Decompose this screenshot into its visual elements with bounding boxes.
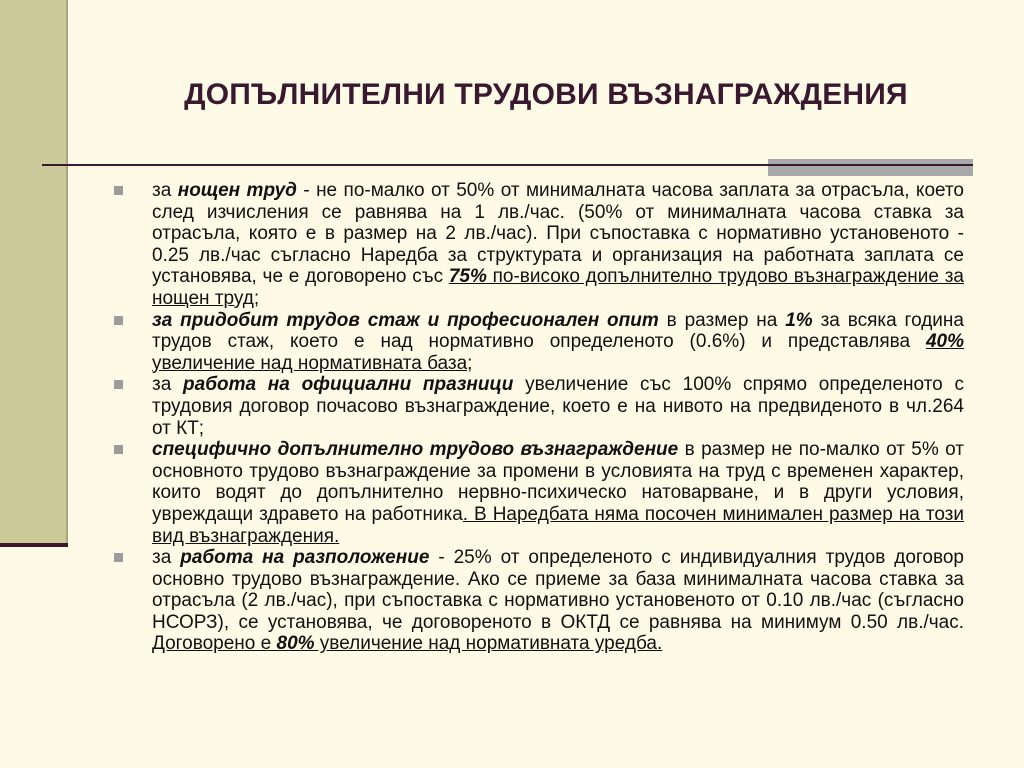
emphasis: работа на официални празници [183,374,514,396]
emphasis: нощен труд [177,180,297,201]
divider-accent-block [768,159,973,176]
emphasis: работа на разположение [180,547,430,569]
bullet-seniority [112,310,964,375]
square-bullet-icon [114,553,123,562]
underlined-text: . В Наредбата няма посочен минимален размер на този вид възнаграждения. [152,503,964,547]
emphasis-percent: 1% [785,309,813,331]
text: в размер на [658,309,786,331]
underlined-text: увеличение над нормативната база; [152,352,473,374]
underlined-text: увеличение над нормативната уредба. [314,633,663,655]
text: за [152,547,181,569]
square-bullet-icon [114,445,123,454]
emphasis: специфично допълнително трудово възнаграждение [152,439,679,461]
emphasis: за придобит трудов стаж и професионален опит [152,309,659,331]
side-band [0,0,68,545]
square-bullet-icon [114,316,123,325]
underlined-text: Договорено е [152,633,277,655]
side-band-rule [0,543,68,547]
emphasis-percent: 75% [448,266,487,288]
text: - не по-малко от 50% от минималната часова заплата за отрасъла, което след изчисления се равнява на 1 лв./час. (50% от минималната часова ставка за отрасъла, която е в размер на 2 лв./час). При съпоставка с нормативно установеното - 0.25 лв./час съгласно Наредба за структурата и организация на работната заплата се установява, че е договорено със [152,180,965,288]
bullet-night-work [112,180,964,310]
slide-title: ДОПЪЛНИТЕЛНИ ТРУДОВИ ВЪЗНАГРАЖДЕНИЯ [184,78,908,111]
text: за [152,374,184,396]
text: увеличение със 100% спрямо определеното с трудовия договор почасово възнаграждение, което е на нивото на предвиденото в чл.264 от КТ; [152,374,964,439]
square-bullet-icon [114,380,123,389]
underlined-text: по-високо допълнително трудово възнаграждение за нощен труд; [152,266,964,309]
text: за [152,180,178,201]
emphasis-percent: 40% [925,331,964,353]
text: за всяка година трудов стаж, което е над нормативно определеното (0.6%) и представлява [152,309,964,353]
bullet-list [112,180,964,655]
square-bullet-icon [114,186,123,195]
bullet-holidays [112,374,964,439]
emphasis-percent: 80% [276,633,315,655]
text: - 25% от определеното с индивидуалния трудов договор основно трудово възнаграждение. Ако се приеме за база минималната часова ставка за отрасъла (2 лв./час), при съпоставка с нормативно установеното от 0.10 лв./час (съгласно НСОРЗ), се установява, че договореното в ОКТД се равнява на минимум 0.50 лв./час. [152,547,964,633]
bullet-on-call [112,547,964,655]
bullet-specific-pay [112,439,964,547]
text: в размер не по-малко от 5% от основното трудово възнаграждение за промени в условията на труд с временен характер, които водят до допълнително нервно-психическо натоварване, и в други условия, увреждащи здравето на работника [152,439,964,525]
